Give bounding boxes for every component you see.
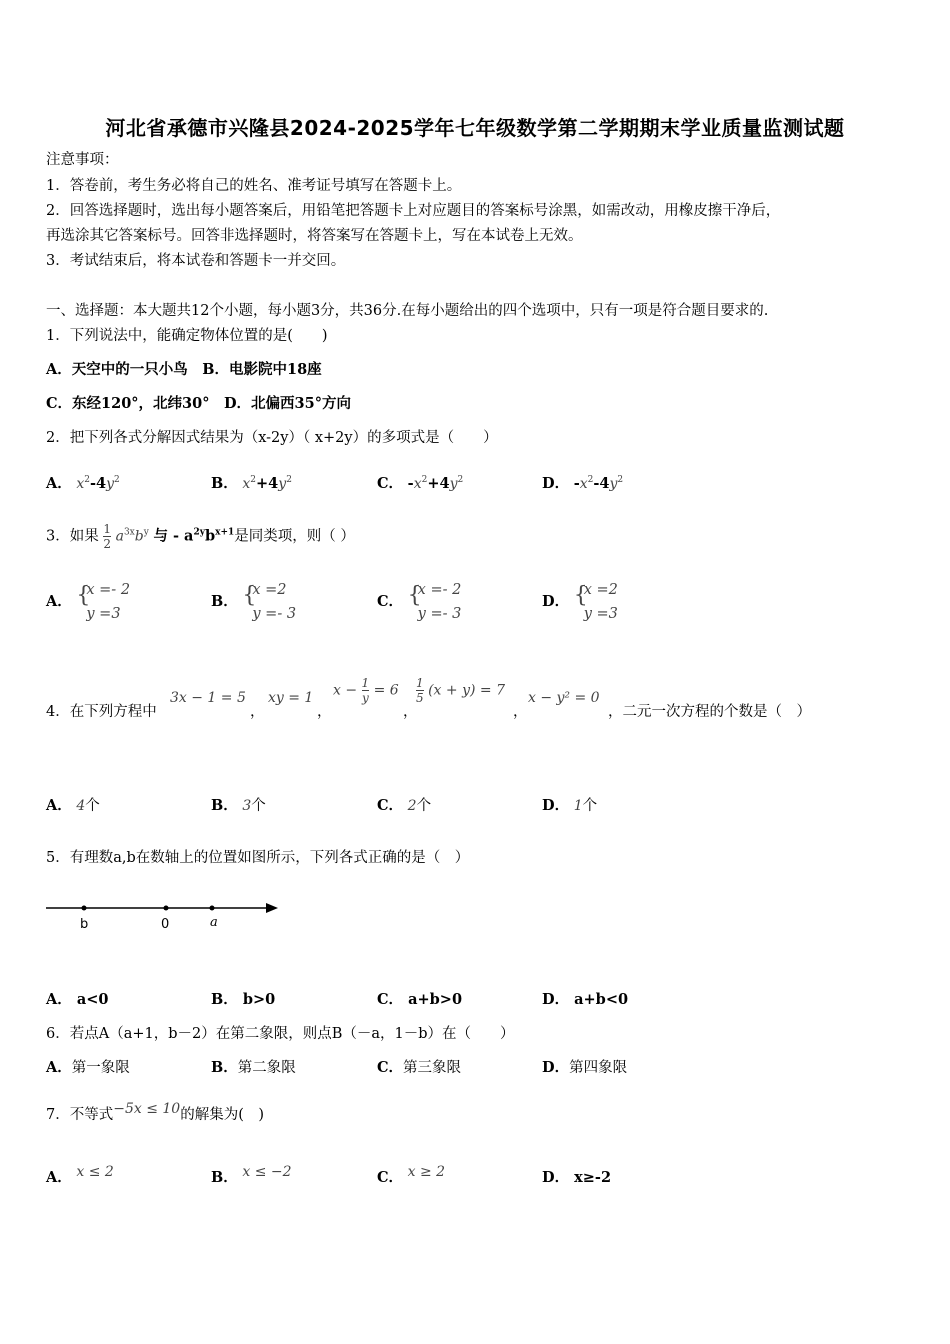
q1-options-line2: C．东经120°，北纬30° D．北偏西35°方向 bbox=[46, 395, 351, 412]
label-0: 0 bbox=[161, 917, 170, 932]
q5-stem: 5．有理数a,b在数轴上的位置如图所示，下列各式正确的是（ ） bbox=[46, 850, 470, 866]
brace-icon: { bbox=[242, 583, 257, 608]
point-b bbox=[82, 906, 87, 911]
q4-suffix: ，二元一次方程的个数是（ ） bbox=[608, 704, 811, 720]
q7-option-d: D． x≥-2 bbox=[542, 1169, 612, 1186]
q4-sep: ， bbox=[403, 704, 418, 720]
q1-options-line1: A．天空中的一只小鸟 B．电影院中18座 bbox=[46, 361, 322, 378]
q6-option-a: A．第一象限 bbox=[46, 1059, 130, 1076]
q4-eq5: x − y² = 0 bbox=[528, 690, 600, 706]
q6-option-c: C．第三象限 bbox=[377, 1059, 462, 1076]
notice-heading: 注意事项： bbox=[46, 152, 119, 168]
q3-option-c: C． { x =- 2 y =- 3 bbox=[377, 582, 462, 622]
q2-stem: 2．把下列各式分解因式结果为（x-2y）（ x+2y）的多项式是（ ） bbox=[46, 430, 498, 446]
brace-icon: { bbox=[407, 583, 422, 608]
brace-icon: { bbox=[76, 583, 91, 608]
q3-stem: 3．如果 $\frac{1}{2}$ $a^{3x}b^y$ 与 - $a^{2y}b^{x+1}$是同类项，则（ ） bbox=[46, 522, 355, 551]
q3-fraction: $\frac{1}{2}$ bbox=[103, 522, 111, 551]
q4-eq4: $\frac{1}{5}$ (x + y) = 7 bbox=[416, 676, 505, 705]
q5-option-b: B． b>0 bbox=[211, 991, 276, 1008]
notice-item: 3．考试结束后，将本试卷和答题卡一并交回。 bbox=[46, 253, 346, 269]
q3-option-d: D． { x =2 y =3 bbox=[542, 582, 618, 622]
q2-option-d: D． $-x^2-4y^2$ bbox=[542, 474, 624, 492]
q7-option-a: A． x ≤ 2 bbox=[46, 1164, 114, 1186]
q5-option-a: A． a<0 bbox=[46, 991, 109, 1008]
q4-option-c: C． 2个 bbox=[377, 797, 432, 814]
q7-option-c: C． x ≥ 2 bbox=[377, 1164, 446, 1186]
notice-item: 1．答卷前，考生务必将自己的姓名、准考证号填写在答题卡上。 bbox=[46, 178, 462, 194]
q4-prefix: 4．在下列方程中 bbox=[46, 704, 157, 720]
q3-option-b: B． { x =2 y =- 3 bbox=[211, 582, 297, 622]
notice-item: 再选涂其它答案标号。回答非选择题时，将答案写在答题卡上，写在本试卷上无效。 bbox=[46, 228, 583, 244]
q5-option-d: D． a+b<0 bbox=[542, 991, 629, 1008]
q4-eq1: 3x − 1 = 5 bbox=[170, 690, 246, 706]
q6-option-d: D．第四象限 bbox=[542, 1059, 628, 1076]
number-line-figure bbox=[44, 898, 284, 938]
label-b: b bbox=[80, 917, 89, 932]
q7-stem: 7．不等式−5x ≤ 10的解集为( ) bbox=[46, 1101, 265, 1123]
q6-option-b: B．第二象限 bbox=[211, 1059, 296, 1076]
q5-option-c: C． a+b>0 bbox=[377, 991, 463, 1008]
brace-icon: { bbox=[573, 583, 588, 608]
q6-stem: 6．若点A（a+1，b－2）在第二象限，则点B（－a，1－b）在（ ） bbox=[46, 1026, 515, 1042]
section-heading: 一、选择题：本大题共12个小题，每小题3分，共36分.在每小题给出的四个选项中，只有一项是符合题目要求的. bbox=[46, 303, 769, 319]
q4-option-a: A． 4个 bbox=[46, 797, 100, 814]
point-0 bbox=[164, 906, 169, 911]
page-title: 河北省承德市兴隆县2024-2025学年七年级数学第二学期期末学业质量监测试题 bbox=[105, 116, 845, 140]
q1-stem: 1．下列说法中，能确定物体位置的是( ) bbox=[46, 328, 328, 344]
q4-option-b: B． 3个 bbox=[211, 797, 266, 814]
q4-sep: ， bbox=[250, 704, 265, 720]
q4-eq3: x − $\frac{1}{y}$ = 6 bbox=[333, 676, 399, 705]
arrow-icon bbox=[266, 903, 278, 913]
q4-eq2: xy = 1 bbox=[268, 690, 314, 706]
q4-option-d: D． 1个 bbox=[542, 797, 598, 814]
label-a: a bbox=[210, 915, 218, 930]
notice-item: 2．回答选择题时，选出每小题答案后，用铅笔把答题卡上对应题目的答案标号涂黑，如需改动，用橡皮擦干净后， bbox=[46, 203, 781, 219]
q4-sep: ， bbox=[317, 704, 332, 720]
q2-option-b: B． $x^2+4y^2$ bbox=[211, 474, 292, 492]
point-a bbox=[210, 906, 215, 911]
q3-option-a: A． { x =- 2 y =3 bbox=[46, 582, 131, 622]
q7-option-b: B． x ≤ −2 bbox=[211, 1164, 292, 1186]
q4-sep: ， bbox=[513, 704, 528, 720]
q2-option-a: A． $x^2-4y^2$ bbox=[46, 474, 120, 492]
q2-option-c: C． $-x^2+4y^2$ bbox=[377, 474, 464, 492]
